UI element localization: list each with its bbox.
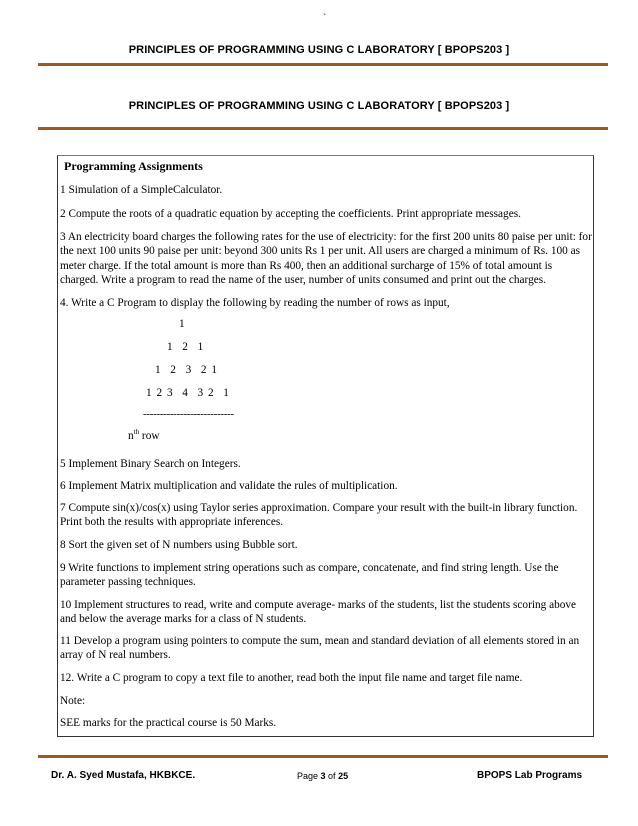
assignment-item: 9 Write functions to implement string operations such as compare, concatenate, and find string length. Use the parameter passing techniques. [60,562,559,589]
assignment-item: 4. Write a C Program to display the following by reading the number of rows as input, [60,297,450,309]
note-label: Note: [60,695,86,707]
assignments-heading: Programming Assignments [64,159,203,173]
assignment-item: 10 Implement structures to read, write and compute average- marks of the students, list the students scoring above and below the average marks for a class of N students. [60,599,577,626]
pattern-row: 1 2 1 [167,341,204,353]
pattern-nth-row [128,428,160,442]
assignment-item: 7 Compute sin(x)/cos(x) using Taylor series approximation. Compare your result with the built-in library function. Print both the results with appropriate inferences. [60,502,578,529]
footer-page-number [297,771,348,781]
footer-author: Dr. A. Syed Mustafa, HKBKCE. [51,770,196,781]
assignment-item: 2 Compute the roots of a quadratic equation by accepting the coefficients. Print appropriate messages. [60,208,521,220]
pattern-row: 1 2 3 2 1 [155,364,218,376]
nth-base: n [128,429,134,442]
header-title: PRINCIPLES OF PROGRAMMING USING C LABORATORY [ BPOPS203 ] [128,44,510,56]
assignment-item: 3 An electricity board charges the following rates for the use of electricity: for the first 200 units 80 paise per unit: for the next 100 units 90 paise per unit: beyond 300 units Rs 1 per unit. All users are charged a minimum of Rs. 100 as meter charge. If the total amount is more than Rs 400, then an additional surcharge of 15% of total amount is charged. Write a program to read the name of the user, number of units consumed and print out the charges. [60,231,592,287]
nth-sup: th [133,428,140,436]
assignment-item: 5 Implement Binary Search on Integers. [60,458,241,470]
page-of: of [325,771,339,781]
section-rule [38,127,608,130]
assignment-item: 6 Implement Matrix multiplication and validate the rules of multiplication. [60,480,398,492]
tick-mark: ` [323,13,327,24]
pattern-row: 1 [179,318,185,330]
assignment-item: 11 Develop a program using pointers to compute the sum, mean and standard deviation of all elements stored in an array of N real numbers. [60,635,580,662]
assignment-item: 12. Write a C program to copy a text file to another, read both the input file name and target file name. [60,672,523,684]
assignment-item: 8 Sort the given set of N numbers using Bubble sort. [60,539,298,551]
page-current: 3 [320,771,326,781]
header-rule [38,63,608,66]
assignment-item: 1 Simulation of a SimpleCalculator. [60,184,223,196]
page-prefix: Page [297,771,321,781]
pattern-row: 1 2 3 4 3 2 1 [146,387,229,399]
footer-doc-name: BPOPS Lab Programs [477,770,583,781]
header-title-repeat: PRINCIPLES OF PROGRAMMING USING C LABORATORY [ BPOPS203 ] [128,100,510,112]
page-total: 25 [338,771,349,781]
note-text: SEE marks for the practical course is 50 Marks. [60,717,277,729]
footer-rule [38,755,608,758]
nth-suffix: row [139,429,160,442]
pattern-dashes: --------------------------- [143,408,234,420]
